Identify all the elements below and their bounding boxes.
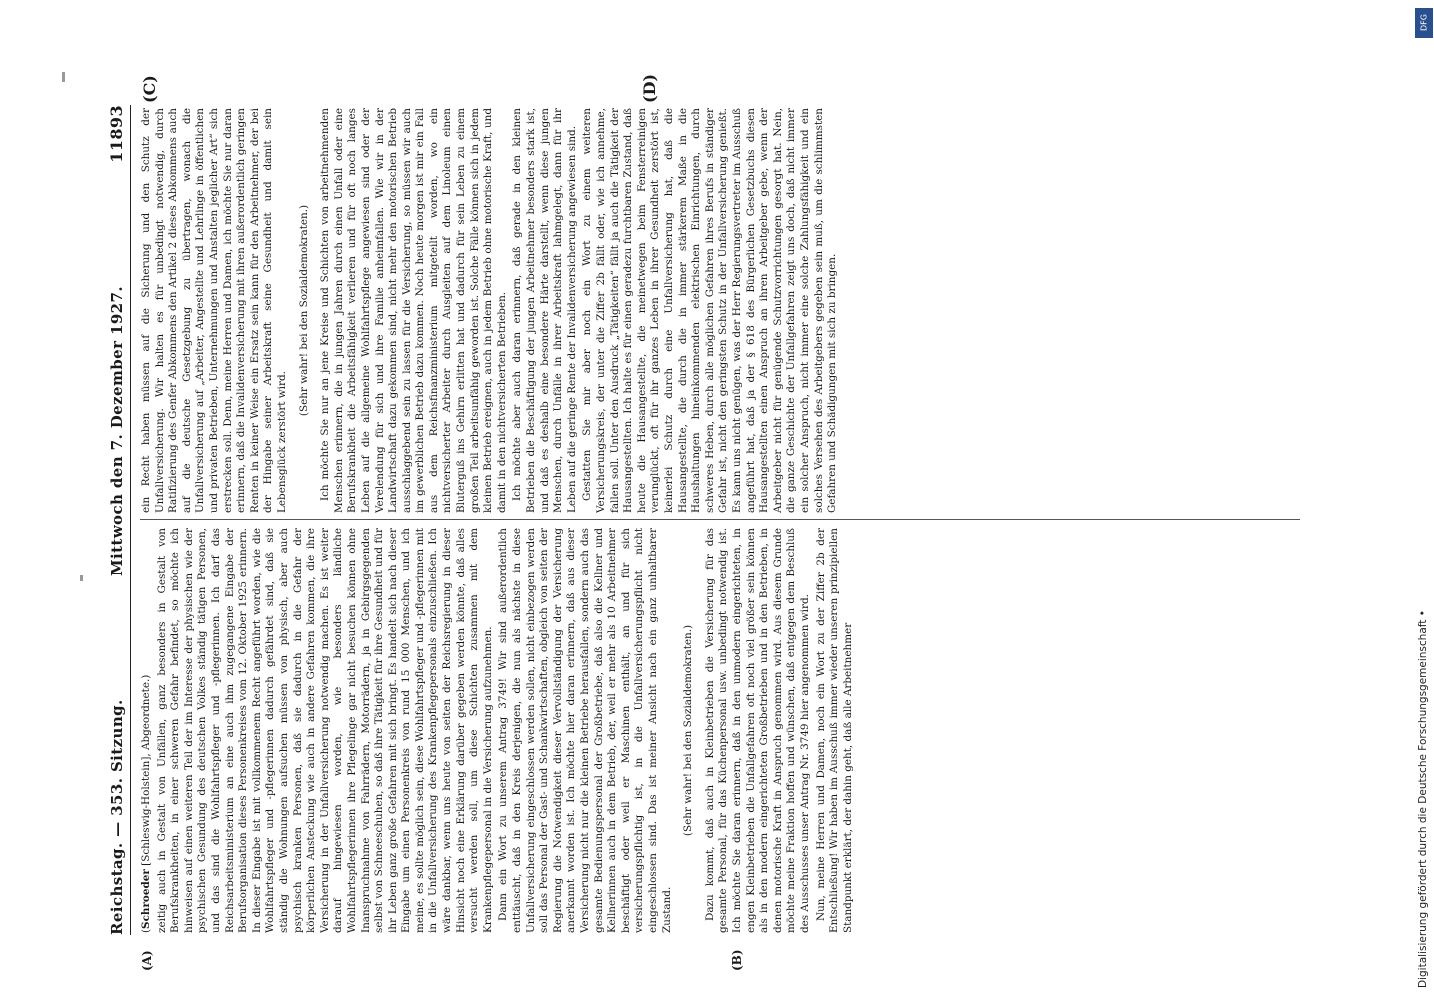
document-page [100,75,1330,975]
header-date: Mittwoch den 7. Dezember 1927. [108,286,126,577]
scan-speck [80,575,83,581]
left-column [140,528,1320,933]
paragraph: Ich möchte Sie nur an jene Kreise und Schichten von arbeitnehmenden Menschen erinnern, die in jungen Jahren durch einen Unfall oder eine Berufskrankheit die Arbeitsfähigkeit verlieren und für oft noch langes Leben auf die allgemeine Wohlfahrtspflege angewiesen sind oder der Verelendung für sich und ihre Familie anheimfallen. Wie wir in der Landwirtschaft dazu gekommen sind, nicht mehr den motorischen Betrieb ausschlaggebend sein zu lassen für die Versicherung, so müssen wir auch im gewerblichen Betrieb dazu kommen. Noch heute morgen ist mir ein Fall aus dem Reichsfinanzministerium mitgeteilt worden, wo ein nichtversicherter Arbeiter durch Ausgleiten auf dem Linoleum einen Bluterguß ins Gehirn erlitten hat und dadurch für sein Leben zu einem großen Teil arbeitsunfähig geworden ist. Solche Fälle können sich in jedem kleinen Betrieb ereignen, auch in jedem Betrieb ohne motorische Kraft, und damit in den nichtversicherten Betrieben. [319,108,508,513]
paragraph: ein Recht haben müssen auf die Sicherung und den Schutz der Unfallversicherung. Wir halten es für unbedingt notwendig, durch Ratifizierung des Genfer Abkommens den Artikel 2 dieses Abkommens auch auf die deutsche Gesetzgebung zu übertragen, wonach die Unfallversicherung auf „Arbeiter, Angestellte und Lehrlinge in öffentlichen und privaten Betrieben, Unternehmungen und Anstalten jeglicher Art“ sich erstrecken soll. Denn, meine Herren und Damen, ich möchte Sie nur daran erinnern, daß die Invalidenversicherung mit ihren außerordentlich geringen Renten in keiner Weise ein Ersatz sein kann für den Arbeitnehmer, der bei der Hingabe seiner Arbeitskraft seine Gesundheit und damit sein Lebensglück zerstört wird. [140,108,288,513]
paragraph: Gestatten Sie mir aber noch ein Wort zu einem weiteren Versicherungskreis, der unter die Ziffer 2b fällt oder, wie ich annehme, fallen soll. Unter den Ausdruck „Tätigkeiten“ fällt ja auch die Tätigkeit der Hausangestellten. Ich halte es für einen geradezu furchtbaren Zustand, daß heute die Hausangestellte, die meinetwegen beim Fensterreinigen verunglückt, oft für ihr ganzes Leben in ihrer Gesundheit zerstört ist, keinerlei Schutz durch eine Unfallversicherung hat, daß die Hausangestellte, die durch die in immer stärkerem Maße in die Haushaltungen hineinkommenden elektrischen Einrichtungen, durch schweres Heben, durch alle möglichen Gefahren ihres Berufs in ständiger Gefahr ist, nicht den geringsten Schutz in der Unfallversicherung genießt. Es kann uns nicht genügen, was der Herr Regierungsvertreter im Ausschuß angeführt hat, daß ja der § 618 des Bürgerlichen Gesetzbuchs diesen Hausangestellten einen Anspruch an ihren Arbeitgeber gebe, wenn der Arbeitgeber nicht für genügende Schutzvorrichtungen gesorgt hat. Nein, die ganze Geschichte der Unfallgefahren zeigt uns doch, daß nicht immer ein solcher Anspruch, nicht immer eine solche Zahlungsfähigkeit und ein solches Versehen des Arbeitgebers gegeben sein muß, um die schlimmsten Gefahren und Schädigungen mit sich zu bringen. [581,108,839,513]
page-header [100,105,126,935]
scan-speck [62,72,65,82]
speaker-info: [Schleswig-Holstein], Abgeordnete.) [140,674,152,866]
speaker-line: (Schroeder [Schleswig-Holstein], Abgeordnete.) [140,674,152,933]
paragraph: zeitig auch in Gestalt von Unfällen, ganz besonders in Gestalt von Berufskrankheiten, in einer schweren Gefahr befindet, so möchte ich hinweisen auf einen weiteren Teil der im Interesse der physischen wie der psychischen Gesundung des deutschen Volkes ständig tätigen Personen, und das sind die Wohlfahrtspfleger und -pflegerinnen. Ich darf das Reichsarbeitsministerium an eine auch ihm zugegangene Eingabe der Berufsorganisation dieses Personenkreises vom 12. Oktober 1925 erinnern. In dieser Eingabe ist mit vollkommenem Recht angeführt worden, wie die Wohlfahrtspfleger und -pflegerinnen dadurch gefährdet sind, daß sie ständig die Wohnungen aufsuchen müssen von physisch, aber auch psychisch kranken Personen, daß sie dadurch in die Gefahr der körperlichen Ansteckung wie auch in andere Gefahren kommen, die ihre Versicherung in der Unfallversicherung notwendig machen. Es ist weiter darauf hingewiesen worden, wie besonders ländliche Wohlfahrtspflegerinnen ihre Pflegelinge gar nicht besuchen können ohne Inanspruchnahme von Fahrrädern, Motorrädern, ja in Gebirgsgegenden selbst von Schneeschuhen, so daß ihre Tätigkeit für ihre Gesundheit und für ihr Leben ganz große Gefahren mit sich bringt. Es handelt sich nach dieser Eingabe um einen Personenkreis von rund 15 000 Menschen, und ich meine, es sollte möglich sein, diese Wohlfahrtspfleger und -pflegerinnen mit in die Unfallversicherung des Krankenpflegepersonals einzuschließen. Ich wäre dankbar, wenn uns heute von seiten der Reichsregierung in dieser Hinsicht noch eine Erklärung darüber gegeben werden könnte, daß alles versucht werden soll, um diese Schichten zusammen mit dem Krankenpflegepersonal in die Versicherung aufzunehmen. [155,528,494,933]
attribution-text: Digitalisierung gefördert durch die Deutsche Forschungsgemeinschaft • [1417,610,1429,988]
speaker-name: Schroeder [140,869,152,929]
margin-mark-c: (C) [140,75,159,103]
margin-mark-a: (A) [140,950,154,971]
header-rule [130,105,131,935]
applause-note: (Sehr wahr! bei den Sozialdemokraten.) [682,624,695,837]
right-column [140,108,1320,513]
applause-note: (Sehr wahr! bei den Sozialdemokraten.) [297,204,310,417]
paragraph: Dann ein Wort zu unserem Antrag 3749! Wir sind außerordentlich enttäuscht, daß in den Kreis derjenigen, die nun als nächste in diese Unfallversicherung eingeschlossen werden sollen, nicht einbezogen werden soll das Personal der Gast- und Schankwirtschaften, obgleich von seiten der Regierung die Notwendigkeit dieser Vervollständigung der Versicherung anerkannt worden ist. Ich möchte hier daran erinnern, daß aus dieser Versicherung nicht nur die kleinen Betriebe herausfallen, sondern auch das gesamte Bedienungspersonal der Großbetriebe, daß also die Kellner und Kellnerinnen auch in dem Betrieb, der, weil er mehr als 10 Arbeitnehmer beschäftigt oder weil er Maschinen enthält, an und für sich versicherungspflichtig ist, in die Unfallversicherungspflicht nicht eingeschlossen sind. Das ist meiner Ansicht nach ein ganz unhaltbarer Zustand. [497,528,673,933]
margin-mark-b: (B) [730,949,744,971]
paragraph: Ich möchte aber auch daran erinnern, daß gerade in den kleinen Betrieben die Beschäftigung der jungen Arbeitnehmer besonders stark ist, und daß es deshalb eine besondere Härte darstellt, wenn diese jungen Menschen, durch Unfälle in ihrer Arbeitskraft lahmgelegt, dann für ihr Leben auf die geringe Rente der Invalidenversicherung angewiesen sind. [511,108,578,513]
paragraph: Dazu kommt, daß auch in Kleinbetrieben die Versicherung für das gesamte Personal, für das Küchenpersonal usw. unbedingt notwendig ist. Ich möchte Sie daran erinnern, daß in den unmodern eingerichteten, in engen Kleinbetrieben die Unfallgefahren oft noch viel größer sein können als in den modern eingerichteten Großbetrieben und in den Betrieben, in denen motorische Kraft in Anspruch genommen wird. Aus diesem Grunde möchte meine Fraktion hoffen und wünschen, daß entgegen dem Beschluß des Ausschusses unser Antrag Nr. 3749 hier angenommen wird. [703,528,811,933]
dfg-logo: DFG [1415,8,1433,38]
header-session: Reichstag. — 353. Sitzung. [108,699,126,935]
column-divider [140,519,1300,520]
page-number: 11893 [107,105,126,163]
digitization-attribution [1414,8,1434,988]
margin-mark-d: (D) [640,73,659,103]
paragraph: Nun, meine Herren und Damen, noch ein Wort zu der Ziffer 2b der Entschließung! Wir haben im Ausschuß immer wieder unseren prinzipiellen Standpunkt erklärt, der dahin geht, daß alle Arbeitnehmer [814,528,854,933]
